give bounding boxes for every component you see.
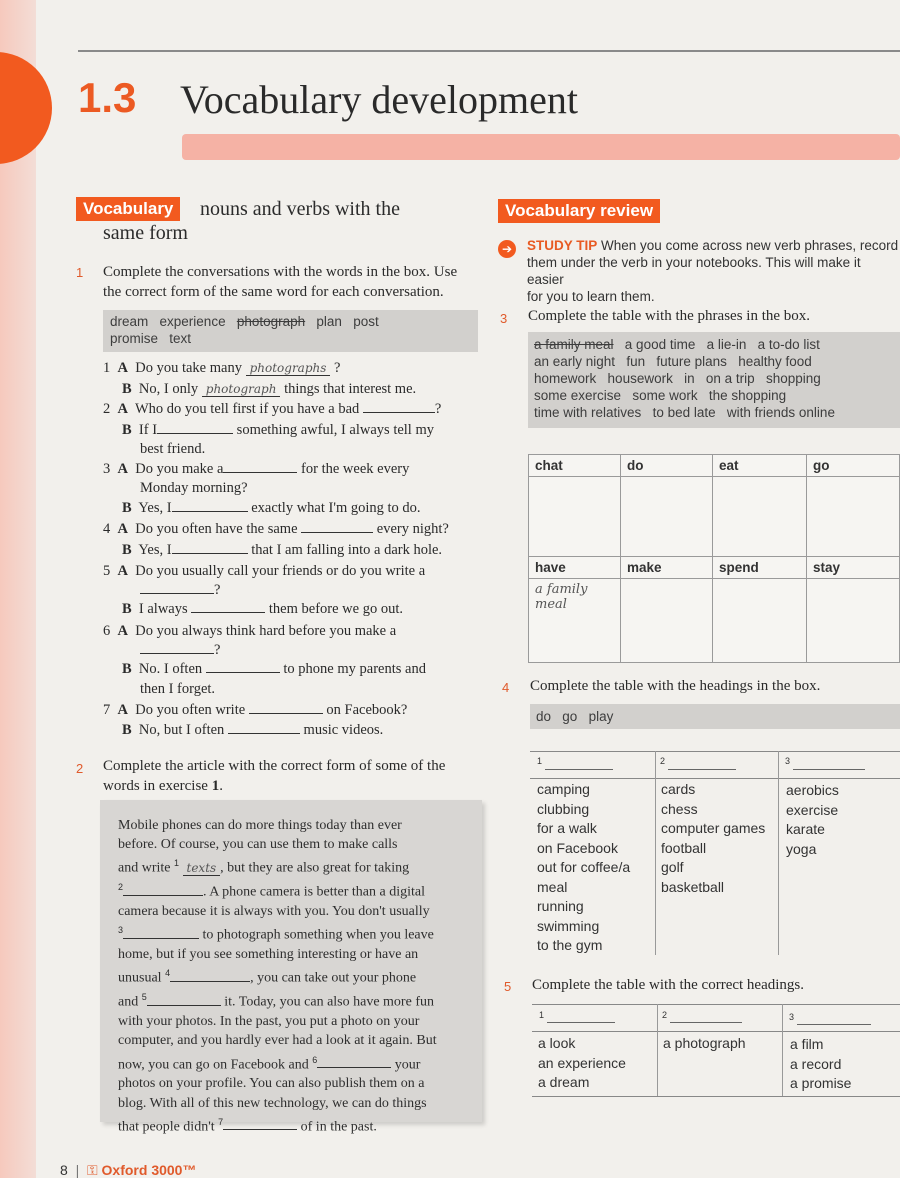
answer-blank[interactable] — [172, 553, 248, 554]
exercise-number: 4 — [502, 680, 510, 695]
list-column-2: cards chess computer games football golf basketball — [661, 781, 766, 895]
section-heading-cont: same form — [103, 222, 188, 244]
column-number: 1 — [537, 756, 543, 766]
column-number: 3 — [789, 1012, 795, 1022]
table-cell[interactable] — [529, 477, 621, 557]
table-header: stay — [807, 557, 900, 579]
oxford-3000-logo: Oxford 3000™ — [101, 1162, 197, 1178]
table-header: have — [529, 557, 621, 579]
column-number: 1 — [539, 1010, 545, 1020]
exercise-number: 5 — [504, 979, 512, 994]
table-rule — [532, 1096, 900, 1097]
question-2b-cont: best friend. — [140, 441, 206, 457]
table-header: spend — [713, 557, 807, 579]
word-box — [103, 310, 478, 352]
question-5a-cont: ? — [140, 581, 220, 600]
table-cell[interactable] — [807, 477, 900, 557]
question-6b: B No. I often to phone my parents and — [122, 661, 426, 677]
answer-blank[interactable] — [157, 433, 233, 434]
table-cell[interactable] — [621, 579, 713, 663]
vocabulary-tag: Vocabulary — [76, 197, 180, 221]
table-header: eat — [713, 455, 807, 477]
question-5a: 5 A Do you usually call your friends or do you write a — [103, 563, 426, 579]
exercise-number: 1 — [76, 265, 84, 280]
title-underline-bar — [182, 134, 900, 160]
page-footer: 8 | ⚿ Oxford 3000™ — [60, 1162, 197, 1178]
answer-blank[interactable] — [170, 981, 250, 982]
question-6a: 6 A Do you always think hard before you make a — [103, 623, 397, 639]
table-rule — [530, 751, 900, 752]
answer-filled: photographs — [246, 361, 331, 376]
table-rule — [532, 1004, 900, 1005]
exercise-instruction: Complete the article with the correct form of some of the — [103, 758, 446, 774]
exercise-instruction: the correct form of the same word for each conversation. — [103, 284, 444, 300]
question-2b: B If I something awful, I always tell my — [122, 422, 434, 438]
list-column-1: camping clubbing for a walk on Facebook out for coffee/a meal running swimming to the gym — [537, 781, 631, 953]
verb-phrase-table — [528, 454, 900, 663]
answer-blank[interactable] — [206, 672, 280, 673]
top-rule — [78, 50, 900, 52]
table-header: go — [807, 455, 900, 477]
table-cell[interactable] — [807, 579, 900, 663]
table-cell[interactable] — [621, 477, 713, 557]
table-cell-example[interactable]: a family meal — [529, 579, 621, 663]
column-divider — [778, 751, 779, 955]
phrase-used: a family meal — [534, 337, 614, 352]
question-1a: 1 A Do you take many photographs ? — [103, 360, 341, 376]
unit-title: Vocabulary development — [180, 77, 579, 122]
heading-blank[interactable] — [545, 769, 613, 770]
heading-blank[interactable] — [547, 1022, 615, 1023]
article-text: Mobile phones can do more things today than ever before. Of course, you can use them to make calls and write $^1$ texts , but they are also great for taking $^2$ . A phone camera is better than a digital camera because it is always with you. You don't usually $^3$ to photograph something when you leave home, but if you see something interesting or have an unusual $^4$ , you can take out your phone and $^5$ it. Today, you can also have more fun with your photos. In the past, you put a photo on your computer, and you hardly ever had a look at it again. But now, you can go on Facebook and $^6$ your photos on your profile. You can also publish them on a blog. With all of this new technology, we can do things that people didn't $^7$ of in the past. — [118, 818, 437, 1135]
answer-blank[interactable] — [172, 511, 248, 512]
question-4a: 4 A Do you often have the same every night? — [103, 521, 449, 537]
answer-blank[interactable] — [147, 1005, 221, 1006]
answer-blank[interactable] — [140, 653, 214, 654]
column-divider — [657, 1004, 658, 1096]
answer-blank[interactable] — [249, 713, 323, 714]
word: text — [169, 331, 192, 346]
word-used: photograph — [236, 314, 306, 329]
answer-blank[interactable] — [317, 1067, 391, 1068]
answer-filled: texts — [183, 861, 221, 876]
table-cell[interactable] — [713, 579, 807, 663]
table-header: make — [621, 557, 713, 579]
page-number: 8 — [60, 1162, 68, 1178]
answer-blank[interactable] — [363, 412, 435, 413]
question-6b-cont: then I forget. — [140, 681, 216, 697]
answer-blank[interactable] — [228, 733, 300, 734]
study-tip: STUDY TIP When you come across new verb phrases, record them under the verb in your notebooks. This will make it easier for you to learn them. — [527, 238, 899, 304]
column-number: 2 — [662, 1010, 668, 1020]
column-divider — [655, 751, 656, 955]
column-number: 3 — [785, 756, 791, 766]
answer-blank[interactable] — [223, 472, 297, 473]
section-heading: nouns and verbs with the — [200, 198, 400, 220]
answer-blank[interactable] — [140, 593, 214, 594]
answer-filled: photograph — [202, 382, 281, 397]
table-header: chat — [529, 455, 621, 477]
heading-word-box: do go play — [530, 704, 900, 729]
table-header: do — [621, 455, 713, 477]
heading-blank[interactable] — [670, 1022, 742, 1023]
list-column-3: a film a record a promise — [790, 1036, 852, 1091]
word: promise — [110, 331, 159, 346]
word: dream — [110, 314, 149, 329]
heading-blank[interactable] — [797, 1024, 871, 1025]
heading-blank[interactable] — [793, 769, 865, 770]
word: experience — [159, 314, 226, 329]
table-rule — [530, 778, 900, 779]
question-3a: 3 A Do you make a for the week every — [103, 461, 410, 477]
column-number: 2 — [660, 756, 666, 766]
page-edge-tint — [0, 0, 36, 1178]
question-5b: B I always them before we go out. — [122, 601, 403, 617]
exercise-instruction: Complete the table with the correct headings. — [532, 977, 804, 993]
answer-blank[interactable] — [223, 1129, 297, 1130]
question-7b: B No, but I often music videos. — [122, 722, 384, 738]
answer-blank[interactable] — [191, 612, 265, 613]
word: post — [353, 314, 379, 329]
unit-number: 1.3 — [78, 74, 137, 121]
question-4b: B Yes, I that I am falling into a dark hole. — [122, 542, 443, 558]
question-3a-cont: Monday morning? — [140, 480, 248, 496]
list-column-1: a look an experience a dream — [538, 1035, 626, 1090]
exercise-instruction: Complete the table with the headings in the box. — [530, 678, 821, 694]
arrow-right-icon: ➔ — [498, 240, 516, 258]
unit-marker-circle — [0, 52, 52, 164]
vocabulary-review-tag: Vocabulary review — [498, 199, 660, 223]
key-icon: ⚿ — [87, 1162, 98, 1178]
exercise-number: 2 — [76, 761, 84, 776]
table-cell[interactable] — [713, 477, 807, 557]
exercise-number: 3 — [500, 311, 508, 326]
exercise-instruction: Complete the conversations with the words in the box. Use — [103, 264, 458, 280]
word: plan — [316, 314, 342, 329]
question-3b: B Yes, I exactly what I'm going to do. — [122, 500, 421, 516]
exercise-instruction: Complete the table with the phrases in the box. — [528, 308, 811, 324]
column-divider — [782, 1004, 783, 1096]
question-2a: 2 A Who do you tell first if you have a bad ? — [103, 401, 442, 417]
answer-blank[interactable] — [123, 938, 199, 939]
question-7a: 7 A Do you often write on Facebook? — [103, 702, 408, 718]
answer-blank[interactable] — [123, 895, 203, 896]
question-1b: B No, I only photograph things that interest me. — [122, 381, 417, 397]
phrase-box: a family meal a good time a lie-in a to-do list an early night fun future plans healthy food homework housework in on a trip shopping some exercise some work the shopping time with relatives to bed late with friends online — [528, 332, 900, 428]
exercise-instruction: words in exercise 1. — [103, 778, 223, 794]
answer-blank[interactable] — [301, 532, 373, 533]
heading-blank[interactable] — [668, 769, 736, 770]
table-rule — [532, 1031, 900, 1032]
question-6a-cont: ? — [140, 641, 220, 660]
list-column-2: a photograph — [663, 1035, 746, 1051]
list-column-3: aerobics exercise karate yoga — [786, 782, 839, 857]
